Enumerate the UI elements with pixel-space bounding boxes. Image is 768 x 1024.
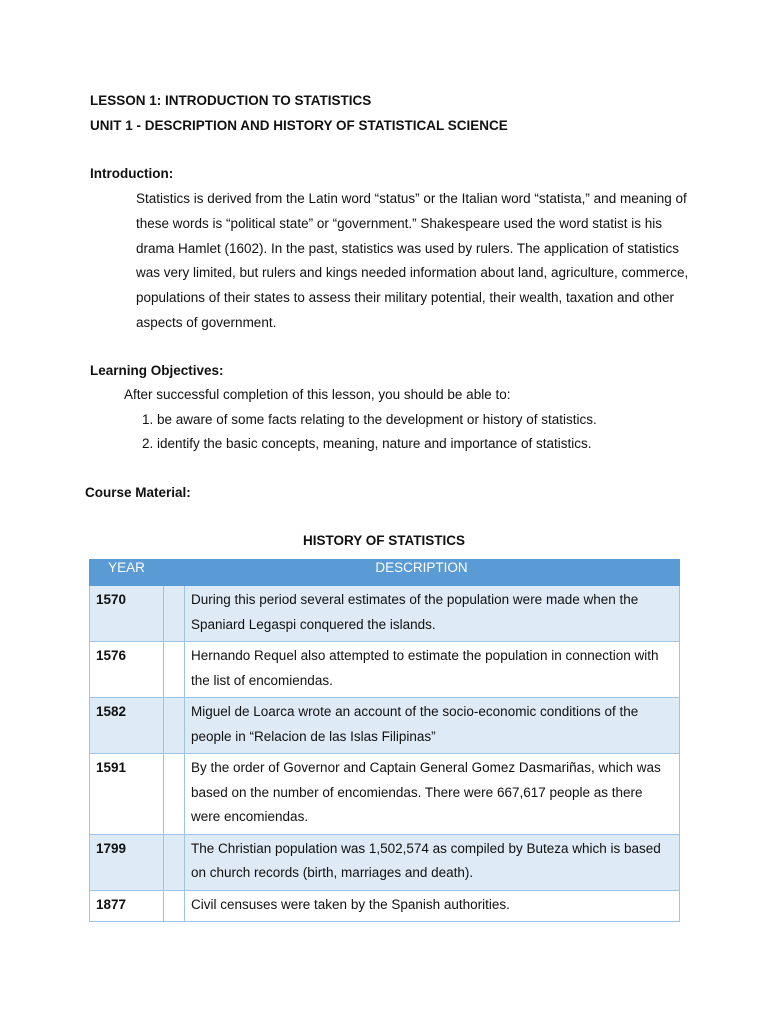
learning-objective-item: 2. identify the basic concepts, meaning, nature and importance of statistics. — [142, 436, 592, 451]
year-column-header: YEAR — [90, 560, 164, 586]
year-cell: 1570 — [90, 586, 164, 642]
description-cell: During this period several estimates of the population were made when the Spaniard Legaspi conquered the islands. — [185, 586, 680, 642]
description-cell: By the order of Governor and Captain General Gomez Dasmariñas, which was based on the number of encomiendas. There were 667,617 people as there were encomiendas. — [185, 754, 680, 835]
table-row — [90, 642, 680, 698]
learning-objective-item: 1. be aware of some facts relating to the development or history of statistics. — [142, 412, 597, 427]
spacer-cell — [164, 890, 185, 922]
table-row — [90, 698, 680, 754]
learning-objectives-heading: Learning Objectives: — [90, 363, 224, 378]
year-cell: 1576 — [90, 642, 164, 698]
year-cell: 1799 — [90, 834, 164, 890]
learning-objectives-intro: After successful completion of this lesson, you should be able to: — [124, 387, 511, 402]
spacer-cell — [164, 754, 185, 835]
year-cell: 1877 — [90, 890, 164, 922]
description-cell: Civil censuses were taken by the Spanish authorities. — [185, 890, 680, 922]
history-table — [89, 559, 680, 922]
history-table-title: HISTORY OF STATISTICS — [302, 533, 465, 548]
year-cell: 1591 — [90, 754, 164, 835]
spacer-cell — [164, 834, 185, 890]
course-material-heading: Course Material: — [85, 485, 191, 500]
unit-title: UNIT 1 - DESCRIPTION AND HISTORY OF STATISTICAL SCIENCE — [90, 118, 508, 133]
lesson-title: LESSON 1: INTRODUCTION TO STATISTICS — [90, 93, 372, 108]
description-cell: The Christian population was 1,502,574 as compiled by Buteza which is based on church records (birth, marriages and death). — [185, 834, 680, 890]
table-row — [90, 890, 680, 922]
spacer-cell — [164, 642, 185, 698]
introduction-paragraph — [90, 187, 690, 336]
table-row — [90, 834, 680, 890]
spacer-cell — [164, 698, 185, 754]
spacer-cell — [164, 586, 185, 642]
introduction-heading: Introduction: — [90, 166, 174, 181]
table-row — [90, 586, 680, 642]
description-cell: Hernando Requel also attempted to estimate the population in connection with the list of encomiendas. — [185, 642, 680, 698]
history-table-header-row — [90, 560, 680, 586]
introduction-text: Statistics is derived from the Latin word “status” or the Italian word “statista,” and meaning of these words is “political state” or “government.” Shakespeare used the word statist is his drama Hamlet (1602). In the past, statistics was used by rulers. The application of statistics was very limited, but rulers and kings needed information about land, agriculture, commerce, populations of their states to assess their military potential, their wealth, taxation and other aspects of government. — [136, 191, 689, 330]
table-row — [90, 754, 680, 835]
year-cell: 1582 — [90, 698, 164, 754]
description-column-header: DESCRIPTION — [164, 560, 680, 586]
description-cell: Miguel de Loarca wrote an account of the socio-economic conditions of the people in “Relacion de las Islas Filipinas” — [185, 698, 680, 754]
